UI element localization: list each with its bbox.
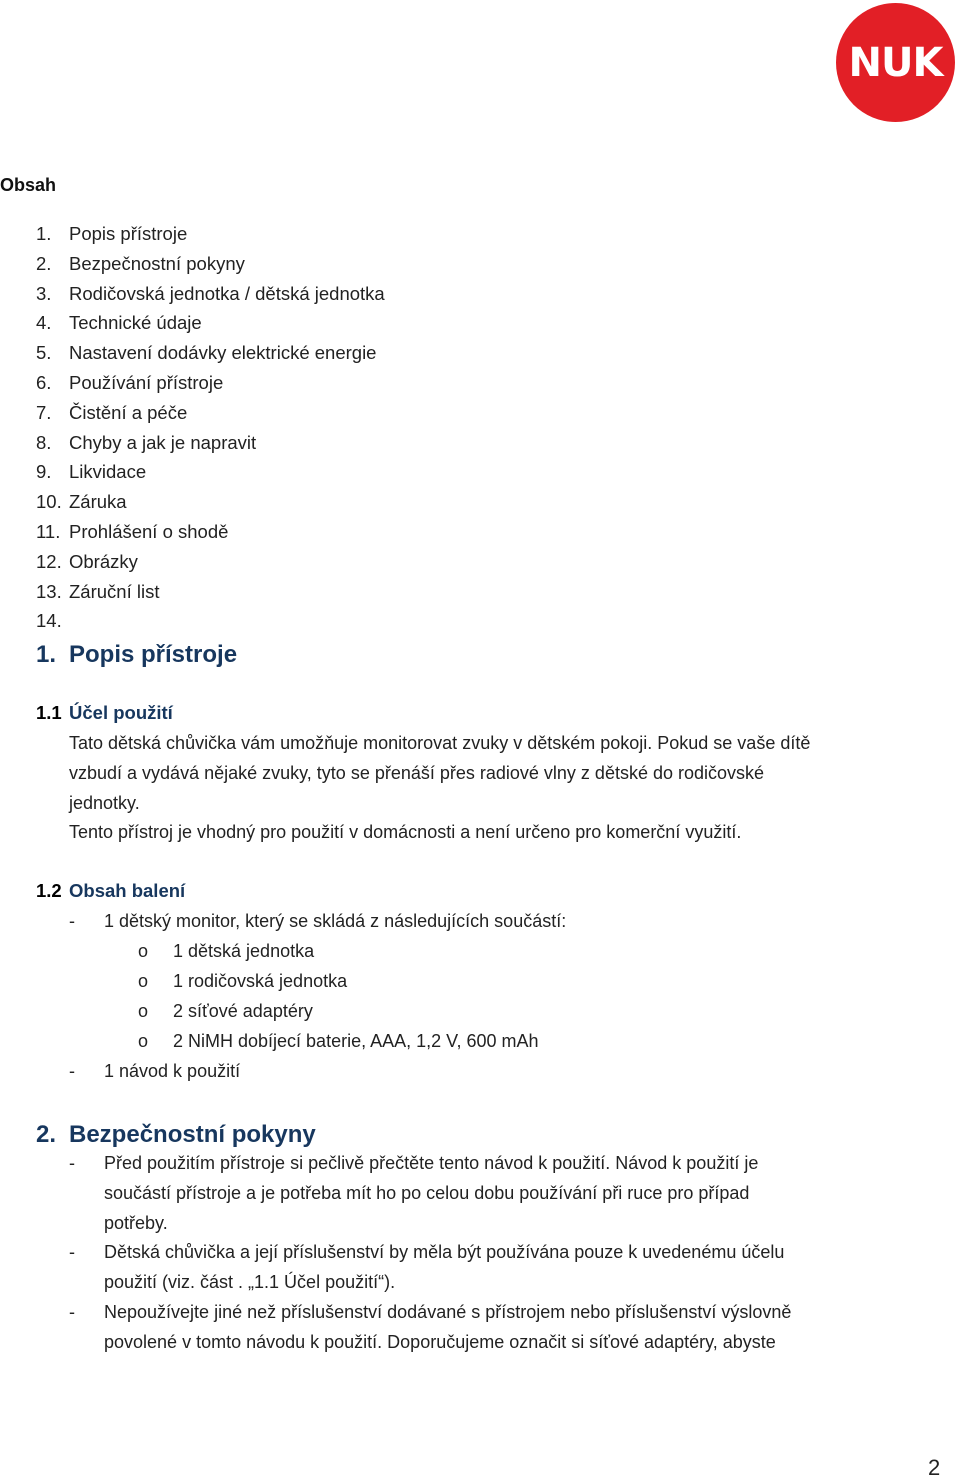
table-of-contents bbox=[36, 219, 385, 636]
subsection-heading: 1.1 Účel použití bbox=[36, 702, 173, 723]
toc-item[interactable]: 2. Bezpečnostní pokyny bbox=[36, 252, 245, 274]
toc-item[interactable]: 10. Záruka bbox=[36, 491, 127, 513]
sublist-item: 2 síťové adaptéry bbox=[173, 1001, 313, 1021]
section-heading: 2. Bezpečnostní pokyny bbox=[36, 1121, 316, 1148]
paragraph-line: jednotky. bbox=[69, 793, 140, 813]
toc-item[interactable]: 8. Chyby a jak je napravit bbox=[36, 431, 257, 453]
sublist-marker: o bbox=[138, 971, 149, 991]
list-dash: - bbox=[69, 1302, 75, 1322]
sublist-marker: o bbox=[138, 1001, 149, 1021]
logo-text: NUK bbox=[848, 39, 943, 86]
sublist-marker: o bbox=[138, 1031, 149, 1051]
sublist-item: 2 NiMH dobíjecí baterie, AAA, 1,2 V, 600 mAh bbox=[173, 1031, 539, 1051]
list-dash: - bbox=[69, 1061, 75, 1081]
toc-item[interactable]: 7. Čistění a péče bbox=[36, 401, 188, 423]
toc-item[interactable]: 6. Používání přístroje bbox=[36, 371, 224, 393]
toc-item[interactable]: 11. Prohlášení o shodě bbox=[36, 520, 229, 542]
sublist-marker: o bbox=[138, 941, 149, 961]
list-item-line: Nepoužívejte jiné než příslušenství dodávané s přístrojem nebo příslušenství výslovně bbox=[104, 1302, 792, 1322]
list-dash: - bbox=[69, 1153, 75, 1173]
toc-item[interactable]: 4. Technické údaje bbox=[36, 312, 202, 334]
list-item-line: součástí přístroje a je potřeba mít ho po celou dobu používání při ruce pro případ bbox=[104, 1183, 750, 1203]
list-item: 1 návod k použití bbox=[104, 1061, 241, 1081]
toc-item[interactable]: 9. Likvidace bbox=[36, 461, 147, 483]
list-item-line: Před použitím přístroje si pečlivě přečtěte tento návod k použití. Návod k použití je bbox=[104, 1153, 759, 1173]
toc-title: Obsah bbox=[0, 175, 57, 195]
list-item: 1 dětský monitor, který se skládá z následujících součástí: bbox=[104, 911, 567, 931]
toc-item[interactable]: 12. Obrázky bbox=[36, 550, 138, 572]
sublist-item: 1 rodičovská jednotka bbox=[173, 971, 348, 991]
page-number: 2 bbox=[928, 1455, 941, 1480]
paragraph-line: vzbudí a vydává nějaké zvuky, tyto se přenáší přes radiové vlny z dětské do rodičovské bbox=[69, 763, 765, 783]
list-item-line: povolené v tomto návodu k použití. Doporučujeme označit si síťové adaptéry, abyste bbox=[104, 1332, 776, 1352]
toc-item[interactable]: 5. Nastavení dodávky elektrické energie bbox=[36, 342, 377, 364]
list-dash: - bbox=[69, 911, 75, 931]
nuk-logo bbox=[836, 3, 955, 122]
section-heading: 1. Popis přístroje bbox=[36, 641, 238, 668]
list-dash: - bbox=[69, 1242, 75, 1262]
list-item-line: použití (viz. část . „1.1 Účel použití“). bbox=[104, 1272, 396, 1292]
list-item-line: potřeby. bbox=[104, 1213, 168, 1233]
toc-item[interactable]: 13. Záruční list bbox=[36, 580, 160, 602]
sublist-item: 1 dětská jednotka bbox=[173, 941, 315, 961]
toc-item[interactable]: 3. Rodičovská jednotka / dětská jednotka bbox=[36, 282, 385, 304]
paragraph-line: Tento přístroj je vhodný pro použití v domácnosti a není určeno pro komerční využití. bbox=[69, 822, 742, 842]
toc-item[interactable]: 1. Popis přístroje bbox=[36, 223, 188, 244]
list-item-line: Dětská chůvička a její příslušenství by měla být používána pouze k uvedenému účelu bbox=[104, 1242, 785, 1262]
toc-item[interactable]: 14. bbox=[36, 610, 62, 632]
subsection-heading: 1.2 Obsah balení bbox=[36, 880, 186, 901]
paragraph-line: Tato dětská chůvička vám umožňuje monitorovat zvuky v dětském pokoji. Pokud se vaše dítě bbox=[69, 733, 811, 753]
